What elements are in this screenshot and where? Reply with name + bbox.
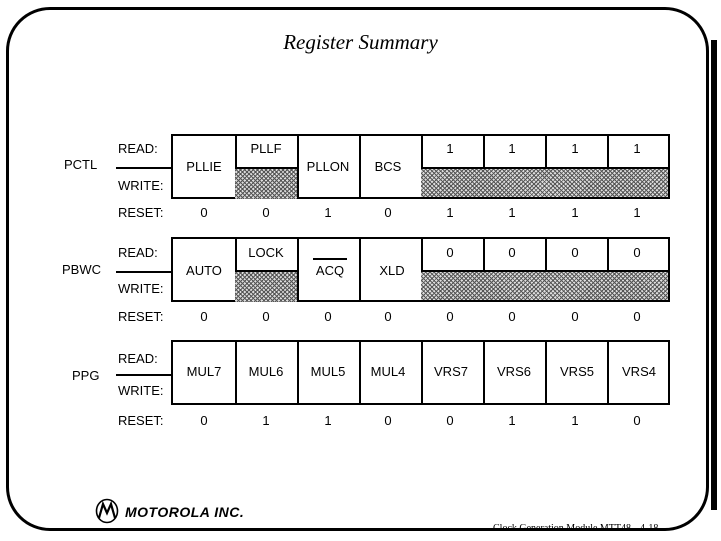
write-hatch	[235, 270, 297, 302]
bit-cell-border	[421, 270, 670, 302]
read-write-divider	[116, 374, 172, 376]
reset-value: 0	[446, 309, 454, 324]
bit-label: 1	[633, 141, 641, 156]
bit-label: 0	[508, 245, 516, 260]
bit-label: MUL4	[370, 364, 406, 379]
reset-value: 0	[200, 413, 208, 428]
reset-value: 1	[324, 205, 332, 220]
reset-value: 1	[571, 413, 579, 428]
bit-label: 1	[508, 141, 516, 156]
bit-label: LOCK	[248, 245, 284, 260]
bit-label: 0	[446, 245, 454, 260]
write-label: WRITE:	[118, 178, 164, 193]
reset-value: 0	[200, 205, 208, 220]
bit-label: 1	[446, 141, 454, 156]
bit-label: 1	[571, 141, 579, 156]
bit-label: VRS7	[434, 364, 468, 379]
read-write-divider	[116, 271, 172, 273]
bit-label: PLLF	[250, 141, 282, 156]
register-name-ppg: PPG	[72, 368, 100, 383]
bit-label: MUL6	[248, 364, 284, 379]
reset-value: 0	[446, 413, 454, 428]
write-hatch	[235, 167, 297, 199]
reset-value: 0	[384, 205, 392, 220]
bit-label: MUL5	[310, 364, 346, 379]
bit-label: PLLIE	[186, 159, 222, 174]
read-label: READ:	[118, 141, 158, 156]
page-title: Register Summary	[283, 30, 438, 54]
reset-value: 1	[571, 205, 579, 220]
register-name-pbwc: PBWC	[62, 262, 101, 277]
reset-value: 1	[446, 205, 454, 220]
read-label: READ:	[118, 245, 158, 260]
bit-label: VRS4	[622, 364, 656, 379]
reset-value: 0	[384, 309, 392, 324]
acq-overbar	[313, 258, 347, 260]
bit-label: 0	[633, 245, 641, 260]
bit-label: VRS5	[560, 364, 594, 379]
reset-value: 1	[262, 413, 270, 428]
reset-value: 0	[571, 309, 579, 324]
read-write-divider	[116, 167, 172, 169]
bit-label: BCS	[374, 159, 402, 174]
reset-value: 1	[508, 205, 516, 220]
bit-label: XLD	[379, 263, 405, 278]
reset-label: RESET:	[118, 413, 164, 428]
reset-value: 1	[508, 413, 516, 428]
reset-value: 0	[633, 413, 641, 428]
reset-value: 0	[633, 309, 641, 324]
bit-label: 0	[571, 245, 579, 260]
footer-page: 4-18	[640, 523, 659, 534]
write-label: WRITE:	[118, 383, 164, 398]
reset-value: 0	[508, 309, 516, 324]
reset-value: 0	[262, 205, 270, 220]
write-label: WRITE:	[118, 281, 164, 296]
motorola-logo-icon	[95, 498, 119, 524]
bit-cell-border	[421, 167, 670, 199]
motorola-logo-text: MOTOROLA INC.	[125, 504, 245, 520]
bit-label: VRS6	[497, 364, 531, 379]
reset-value: 0	[200, 309, 208, 324]
reset-value: 0	[324, 309, 332, 324]
bit-label: PLLON	[306, 159, 350, 174]
bit-label: ACQ	[315, 263, 345, 278]
read-label: READ:	[118, 351, 158, 366]
reset-value: 1	[633, 205, 641, 220]
frame-shadow	[711, 40, 717, 510]
bit-label: MUL7	[186, 364, 222, 379]
reset-label: RESET:	[118, 309, 164, 324]
reset-value: 1	[324, 413, 332, 428]
register-name-pctl: PCTL	[64, 157, 98, 172]
reset-label: RESET:	[118, 205, 164, 220]
bit-label: AUTO	[186, 263, 222, 278]
footer-module: Clock Generation Module MTT48	[493, 523, 632, 534]
reset-value: 0	[384, 413, 392, 428]
reset-value: 0	[262, 309, 270, 324]
